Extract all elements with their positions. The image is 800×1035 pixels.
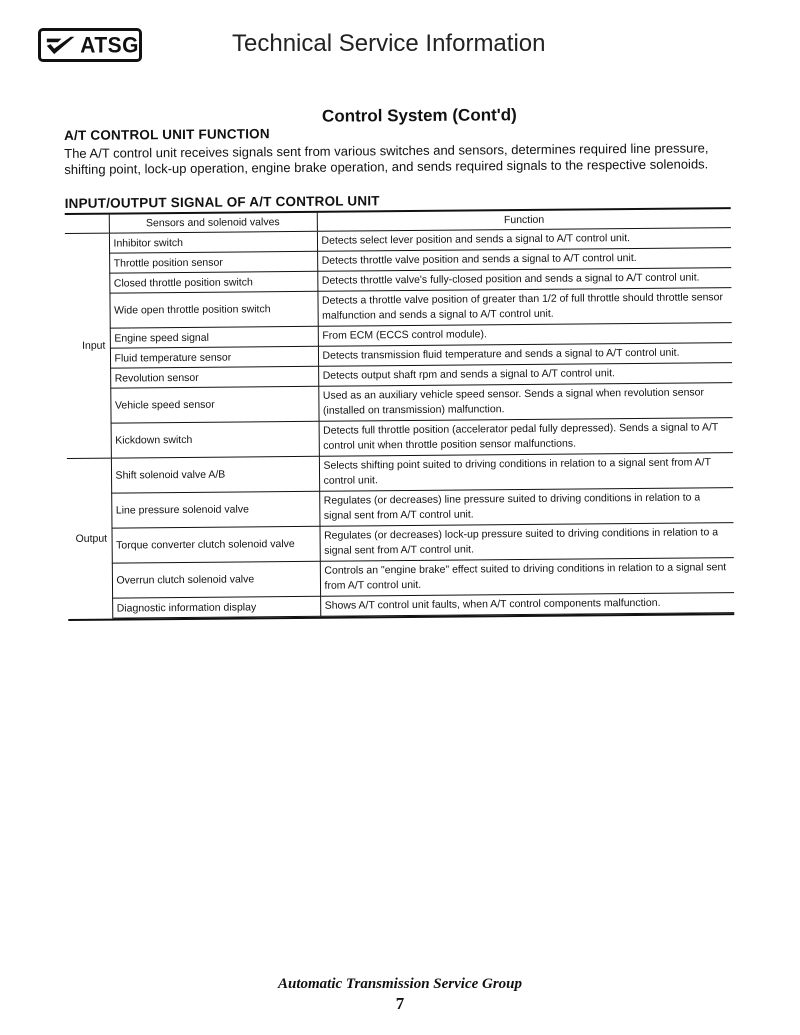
function-cell: Regulates (or decreases) line pressure suited to driving conditions in relation to a signal sent from A/T control unit.	[319, 488, 733, 527]
table-row	[67, 488, 733, 529]
io-signal-table	[65, 209, 735, 619]
footer-publisher: Automatic Transmission Service Group	[277, 976, 523, 992]
group-label: Input	[65, 233, 111, 458]
signal-cell: Shift solenoid valve A/B	[111, 456, 319, 493]
signal-cell: Revolution sensor	[110, 366, 318, 388]
signal-cell: Overrun clutch solenoid valve	[112, 561, 320, 598]
signal-cell: Inhibitor switch	[109, 231, 317, 253]
function-cell: Selects shifting point suited to driving conditions in relation to a signal sent from A/T control unit.	[319, 453, 733, 492]
page-number: 7	[395, 994, 405, 1013]
signal-cell: Throttle position sensor	[109, 251, 317, 273]
signal-cell: Engine speed signal	[110, 326, 318, 348]
io-table-title: INPUT/OUTPUT SIGNAL OF A/T CONTROL UNIT	[65, 190, 731, 215]
group-column-header	[65, 215, 109, 234]
function-cell: Detects a throttle valve position of greater than 1/2 of full throttle should throttle sensor malfunction and sends a signal to A/T control unit.	[317, 288, 731, 327]
checkmark-logo-icon	[45, 34, 76, 56]
signal-cell: Closed throttle position switch	[109, 271, 317, 293]
table-row	[67, 418, 733, 459]
io-table-body	[65, 228, 734, 619]
function-paragraph: The A/T control unit receives signals sent from various switches and sensors, determines required line pressure, shifting point, lock-up operation, engine brake operation, and sends required signals to the respective solenoids.	[64, 140, 709, 177]
table-row	[66, 383, 732, 424]
signal-cell: Vehicle speed sensor	[110, 386, 318, 423]
signal-cell: Kickdown switch	[111, 421, 319, 458]
function-cell: Detects output shaft rpm and sends a signal to A/T control unit.	[318, 363, 732, 387]
signal-cell: Line pressure solenoid valve	[111, 491, 319, 528]
column-header-function: Function	[503, 213, 545, 227]
function-cell: Detects select lever position and sends a signal to A/T control unit.	[317, 228, 731, 252]
section-title: Control System (Cont'd)	[321, 105, 517, 126]
function-cell: Used as an auxiliary vehicle speed sensor. Sends a signal when revolution sensor (installed on transmission) malfunction.	[318, 383, 732, 422]
function-cell: Controls an "engine brake" effect suited to driving conditions in relation to a signal sent from A/T control unit.	[320, 558, 734, 597]
table-row	[68, 558, 734, 599]
function-cell: Detects throttle valve's fully-closed position and sends a signal to A/T control unit.	[317, 268, 731, 292]
signal-cell: Diagnostic information display	[112, 596, 320, 618]
table-row	[65, 288, 731, 329]
logo-text: ATSG	[80, 32, 139, 58]
table-row	[67, 453, 733, 494]
signal-cell: Wide open throttle position switch	[109, 291, 317, 328]
function-cell: Detects transmission fluid temperature and sends a signal to A/T control unit.	[318, 343, 732, 367]
function-cell: Shows A/T control unit faults, when A/T control components malfunction.	[320, 593, 734, 617]
column-header-signals: Sensors and solenoid valves	[109, 213, 317, 233]
function-cell: Detects throttle valve position and sends a signal to A/T control unit.	[317, 248, 731, 272]
function-cell: Detects full throttle position (accelerator pedal fully depressed). Sends a signal to A/T control unit when throttle position sensor malfunctions.	[319, 418, 733, 457]
signal-cell: Fluid temperature sensor	[110, 346, 318, 368]
function-cell: From ECM (ECCS control module).	[318, 323, 732, 347]
function-heading: A/T CONTROL UNIT FUNCTION	[64, 126, 270, 143]
table-row	[67, 523, 733, 564]
atsg-logo	[38, 28, 142, 62]
group-label: Output	[67, 458, 112, 618]
page-header-title: Technical Service Information	[232, 30, 546, 57]
document-body	[64, 122, 734, 621]
function-cell: Regulates (or decreases) lock-up pressure suited to driving conditions in relation to a signal sent from A/T control unit.	[319, 523, 733, 562]
signal-cell: Torque converter clutch solenoid valve	[111, 526, 319, 563]
